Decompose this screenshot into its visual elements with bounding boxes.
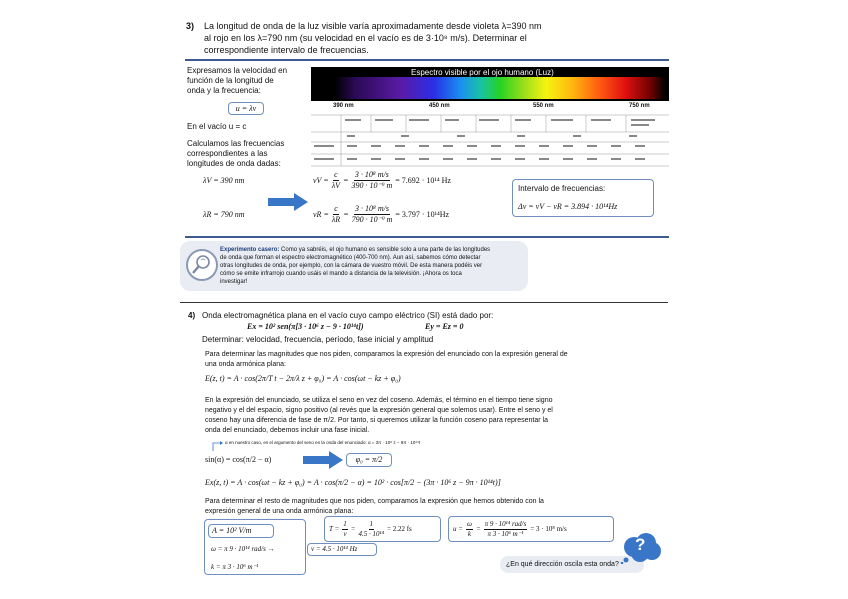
- problem-title: Onda electromagnética plana en el vacío cuyo campo eléctrico (SI) está dado por:: [202, 311, 494, 320]
- equals: =: [475, 524, 481, 533]
- paragraph-line: Para determinar el resto de magnitudes que nos piden, comparamos la expresión que hemos obtenido con la: [205, 498, 544, 505]
- problem-number: 4): [188, 311, 196, 320]
- numerator: 3 · 10⁸ m/s: [355, 204, 389, 213]
- spectrum-title: Espectro visible por el ojo humano (Luz): [411, 68, 554, 77]
- nu-violet-calc: [313, 170, 451, 191]
- denominator: 790 · 10⁻⁹ m: [351, 215, 393, 224]
- experiment-text: [220, 247, 525, 254]
- general-wave-equation: E(z, t) = A · cos(2π/T t − 2π/λ z + φ₀) = A · cos(ωt − kz + φ₀): [205, 374, 401, 383]
- experiment-callout: [180, 241, 528, 291]
- denominator: 4.5 · 10¹⁴: [358, 529, 385, 538]
- paragraph-line: En la expresión del enunciado, se utiliza el seno en vez del coseno. Además, el término en el tiempo tiene signo: [205, 397, 553, 404]
- magnifier-icon: [186, 249, 218, 281]
- amplitude-box: A = 10² V/m: [208, 524, 274, 538]
- numerator: 1: [343, 519, 347, 528]
- paragraph-line: expresión general de una onda armónica plana:: [205, 508, 354, 515]
- paragraph-line: coseno hay una diferencia de fase de π/2. Por tanto, si queremos utilizar la función coseno para representar la: [205, 417, 548, 424]
- sin-identity: sin(α) = cos(π/2 − α): [205, 455, 272, 464]
- experiment-line: cómo se emite infrarrojo cuando usáis el mando a distancia de la televisión. ¡Ahora os toca: [220, 271, 462, 277]
- paragraph-line: Para determinar las magnitudes que nos piden, comparamos la expresión del enunciado con la expresión general de: [205, 351, 568, 358]
- interval-box: [512, 179, 654, 217]
- explanation-line: onda y la frecuencia:: [187, 86, 261, 95]
- denominator: 390 · 10⁻⁹ m: [351, 181, 393, 190]
- frequency-box: ν = 4.5 · 10¹⁴ Hz: [307, 543, 377, 556]
- fraction: [466, 520, 473, 539]
- denominator: ν: [343, 529, 347, 538]
- numerator: ω: [466, 519, 472, 528]
- period-result: = 2.22 fs: [387, 524, 412, 533]
- fraction: [484, 520, 528, 539]
- spectrum-tick: 450 nm: [429, 103, 450, 109]
- paragraph-line: negativo y el del espacio, signo positivo (al revés que la expresión general que solemos usar). Entre el seno y el: [205, 407, 553, 414]
- denominator: λV: [331, 181, 341, 190]
- denominator: k: [467, 529, 472, 538]
- phase-box: φ₀ = π/2: [346, 453, 392, 467]
- field-cos-equation: Ex(z, t) = A · cos(ωt − kz + φ₀) = A · cos(π/2 − α) = 10² · cos[π/2 − (3π · 10⁶ z − 9π · 10¹⁴t)]: [205, 478, 501, 487]
- numerator: 1: [369, 519, 373, 528]
- determine-line: Determinar: velocidad, frecuencia, período, fase inicial y amplitud: [202, 335, 434, 344]
- wavenumber-value: k = π 3 · 10⁶ m⁻¹: [211, 563, 259, 571]
- lambda-violet: λV = 390 nm: [203, 176, 245, 185]
- equals: =: [350, 524, 356, 533]
- fraction: [332, 170, 340, 191]
- spectrum-tick-strip: [311, 101, 669, 114]
- numerator: c: [334, 204, 338, 213]
- section-divider: [185, 236, 669, 238]
- section-divider: [185, 59, 669, 61]
- paragraph-line: una onda armónica plana:: [205, 361, 286, 368]
- period-box: [324, 516, 441, 542]
- question-cloud-icon: [620, 532, 664, 564]
- calc-lhs: νV =: [313, 175, 329, 185]
- fraction: [352, 204, 393, 225]
- calc-result: = 3.797 · 10¹⁴Hz: [395, 209, 450, 219]
- experiment-line: de onda que forman el espectro electromagnético (400-700 nm). Aun así, sabemos cómo detectar: [220, 255, 481, 261]
- problem-statement-line-1: La longitud de onda de la luz visible varía aproximadamente desde violeta λ=390 nm: [204, 21, 542, 31]
- vacuum-note: En el vacío u = c: [187, 122, 247, 131]
- explanation-line: longitudes de onda dadas:: [187, 159, 281, 168]
- denominator: π 3 · 10⁶ m⁻¹: [487, 529, 524, 538]
- equals: =: [343, 209, 349, 219]
- fraction: [351, 170, 392, 191]
- em-spectrum-table: [311, 114, 669, 167]
- experiment-line: investigar!: [220, 279, 248, 285]
- explanation-line: Expresamos la velocidad en: [187, 66, 288, 75]
- nu-red-calc: [313, 204, 449, 225]
- calc-lhs: νR =: [313, 209, 329, 219]
- problem-number: 3): [186, 21, 195, 31]
- speed-box: [448, 516, 614, 542]
- omega-value: ω = π 9 · 10¹⁴ rad/s →: [211, 545, 275, 553]
- spectrum-tick: 550 nm: [533, 103, 554, 109]
- speed-result: = 3 · 10⁸ m/s: [530, 524, 567, 533]
- page-divider: [180, 302, 668, 303]
- explanation-line: correspondientes a las: [187, 149, 268, 158]
- formula-box: u = λν: [228, 102, 264, 115]
- denominator: λR: [331, 215, 341, 224]
- alpha-note: α en nuestro caso, es el argumento del seno en la onda del enunciado: α = 3π · 10⁶ z − 9π · 10¹⁴t: [225, 440, 421, 445]
- field-equation: Ex = 10² sen(π[3 · 10⁶ z − 9 · 10¹⁴t]): [247, 322, 364, 331]
- spectrum-tick: 390 nm: [333, 103, 354, 109]
- question-text: ¿En qué dirección oscila esta onda?: [506, 561, 619, 568]
- right-arrow-icon: [303, 451, 343, 469]
- small-arrow-icon: [212, 439, 224, 451]
- spectrum-tick: 750 nm: [629, 103, 650, 109]
- experiment-lead: Experimento casero:: [220, 247, 280, 253]
- numerator: π 9 · 10¹⁴ rad/s: [484, 519, 527, 528]
- explanation-line: función de la longitud de: [187, 76, 274, 85]
- equals: =: [343, 175, 349, 185]
- fraction: [332, 204, 340, 225]
- numerator: c: [334, 170, 338, 179]
- experiment-line: Como ya sabréis, el ojo humano es sensible solo a una parte de las longitudes: [281, 247, 491, 253]
- fraction: [342, 520, 348, 539]
- period-lhs: T =: [329, 524, 340, 533]
- numerator: 3 · 10⁸ m/s: [354, 170, 389, 179]
- field-equation-yz: Ey = Ez = 0: [425, 322, 464, 331]
- interval-formula: Δν = νV − νR = 3.894 · 10¹⁴Hz: [518, 202, 618, 211]
- explanation-line: Calculamos las frecuencias: [187, 139, 285, 148]
- fraction: [358, 520, 384, 539]
- right-arrow-icon: [268, 193, 308, 211]
- question-mark: ?: [635, 535, 646, 554]
- spectrum-gradient: [335, 77, 665, 99]
- lambda-red: λR = 790 nm: [203, 210, 245, 219]
- experiment-line: otras longitudes de onda, por ejemplo, con la cámara de vuestro móvil. De esta manera podéis ver: [220, 263, 483, 269]
- interval-label: Intervalo de frecuencias:: [518, 184, 606, 193]
- spectrum-figure: [311, 67, 669, 167]
- speed-lhs: u =: [453, 524, 463, 533]
- problem-statement-line-3: correspondiente intervalo de frecuencias.: [204, 45, 369, 55]
- paragraph-line: onda del enunciado, debemos incluir una fase inicial.: [205, 427, 370, 434]
- calc-result: = 7.692 · 10¹⁴ Hz: [395, 175, 451, 185]
- problem-statement-line-2: al rojo en los λ=790 nm (su velocidad en el vacío es de 3·10⁸ m/s). Determinar el: [204, 33, 527, 43]
